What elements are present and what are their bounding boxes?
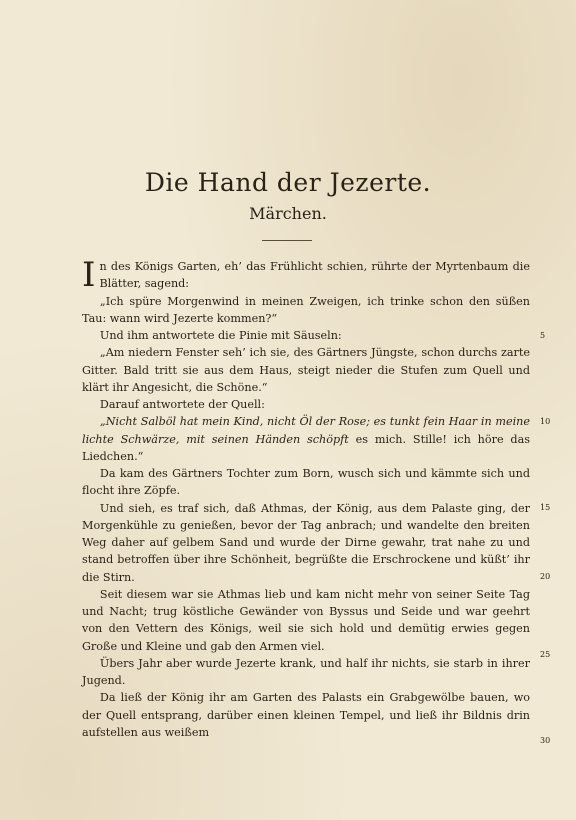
paragraph: Und sieh, es traf sich, daß Athmas, der König, aus dem Palaste ging, der Morgenkühle zu genießen, bevor der Tag anbrach; und wandelte den breiten Weg daher auf gelbem Sand und wurde der Dirne gewahr, trat nahe zu und stand betroffen über ihre Schönheit, begrüßte die Erschrockene und küßt’ ihr die Stirn. [82,501,530,584]
paragraph [82,255,530,295]
paragraph: Übers Jahr aber wurde Jezerte krank, und half ihr nichts, sie starb in ihrer Jugend. [82,656,530,687]
paragraph: „Ich spüre Morgenwind in meinen Zweigen, ich trinke schon den süßen Tau: wann wird Jezerte kommen?“ [82,294,530,325]
paragraph-text: n des Königs Garten, eh’ das Frühlicht schien, rührte der Myrtenbaum die Blätter, sagend: [99,260,530,291]
emphasized-text: „Nicht Salböl hat mein Kind, nicht Öl der Rose; es tunkt fein Haar in meine lichte Schwärze, mit seinen Händen schöpft [82,415,530,446]
title-divider [262,240,312,241]
paragraph: Da ließ der König ihr am Garten des Palasts ein Grabgewölbe bauen, wo der Quell entsprang, darüber einen kleinen Tempel, und ließ ihr Bildnis drin aufstellen aus weißem [82,691,530,739]
chapter-title: Die Hand der Jezerte. [144,168,432,197]
chapter-subtitle: Märchen. [249,204,327,223]
line-number: 25 [540,650,551,659]
line-number: 20 [540,572,551,581]
paragraph [82,413,530,465]
paragraph: Und ihm antwortete die Pinie mit Säuseln: [99,329,342,342]
paragraph: „Am niedern Fenster seh’ ich sie, des Gärtners Jüngste, schon durchs zarte Gitter. Bald tritt sie aus dem Haus, steigt nieder die Stufen zum Quell und klärt ihr Angesicht, die Schöne.“ [82,346,530,394]
line-number: 15 [540,503,551,512]
body-text [82,255,530,741]
paragraph: Da kam des Gärtners Tochter zum Born, wusch sich und kämmte sich und flocht ihre Zöpfe. [82,467,530,498]
line-number: 5 [540,331,546,340]
line-number: 30 [540,736,551,745]
paragraph: Darauf antwortete der Quell: [99,398,265,411]
drop-cap: I [82,255,96,295]
paragraph-text: es mich. Stille! ich höre das Liedchen.“ [82,432,530,463]
line-number: 10 [540,417,551,426]
paragraph: Seit diesem war sie Athmas lieb und kam nicht mehr von seiner Seite Tag und Nacht; trug köstliche Gewänder von Byssus und Seide und war geehrt von den Vettern des Königs, weil sie sich hold und demütig erwies gegen Große und Kleine und gab den Armen viel. [82,587,530,653]
